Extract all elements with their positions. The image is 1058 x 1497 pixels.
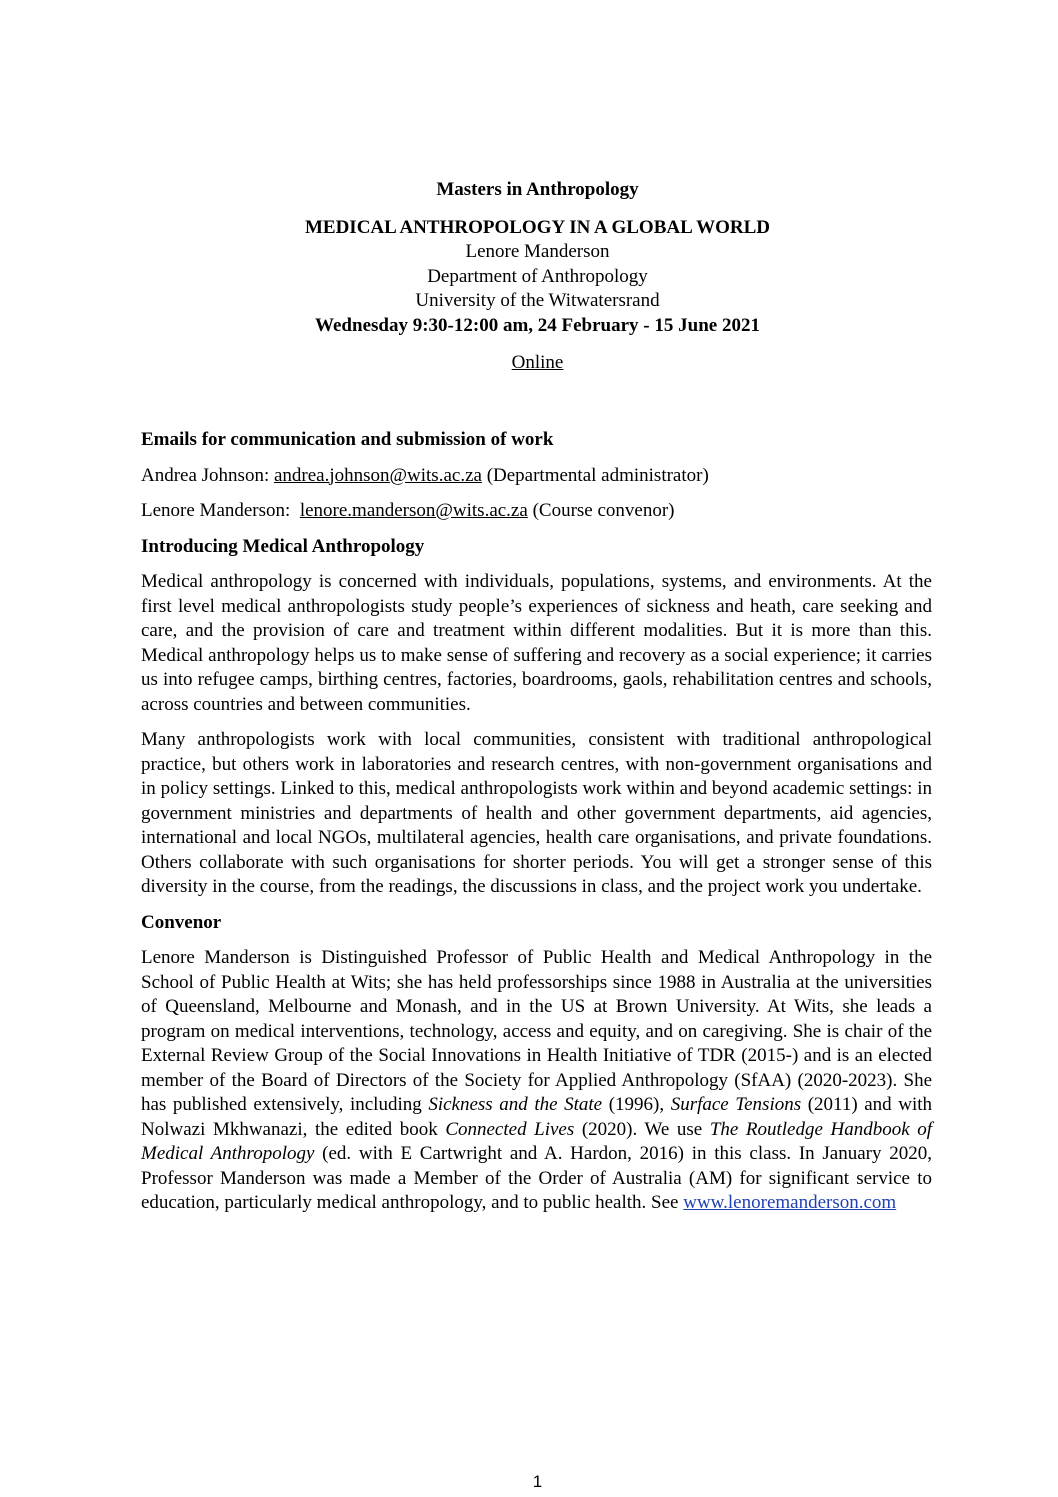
emails-heading: Emails for communication and submission of work (141, 429, 554, 450)
website-link[interactable]: www.lenoremanderson.com (683, 1192, 897, 1213)
course-mode: Online (511, 352, 564, 373)
university-name: University of the Witwatersrand (415, 290, 660, 311)
book-title: Surface Tensions (670, 1094, 802, 1115)
convenor-name: Lenore Manderson (465, 241, 610, 262)
convenor-heading: Convenor (141, 911, 222, 933)
contact-name: Andrea Johnson: (141, 464, 270, 486)
page-number: 1 (532, 1472, 543, 1491)
book-title: Sickness and the State (428, 1094, 603, 1115)
contact-name: Lenore Manderson: (141, 500, 291, 521)
bio-text: (2011) and with Nolwazi Mkhwanazi, the edited book (141, 1094, 933, 1140)
contact-role: (Departmental administrator) (486, 464, 709, 486)
contact-role: (Course convenor) (532, 500, 675, 521)
document-body (141, 428, 932, 1227)
convenor-email-link[interactable]: lenore.manderson@wits.ac.za (299, 500, 528, 521)
course-title: MEDICAL ANTHROPOLOGY IN A GLOBAL WORLD (304, 216, 771, 238)
bio-text: (1996), (602, 1094, 671, 1115)
intro-paragraph-2: Many anthropologists work with local communities, consistent with traditional anthropological practice, but others work in laboratories and research centres, with non-government organisations and in policy settings. Linked to this, medical anthropologists work within and beyond academic settings: in government ministries and departments of health and other government departments, aid agencies, international and local NGOs, multilateral agencies, health care organisations, and private foundations. Others collaborate with such organisations for shorter periods. You will get a stronger sense of this diversity in the course, from the readings, the discussions in class, and the project work you undertake. (141, 729, 932, 897)
intro-heading: Introducing Medical Anthropology (141, 535, 425, 557)
book-title: The Routledge Handbook of Medical Anthropology (141, 1118, 933, 1164)
administrator-email-link[interactable]: andrea.johnson@wits.ac.za (273, 464, 482, 486)
bio-text: (ed. with E Cartwright and A. Hardon, 2016) in this class. In January 2020, Professor Manderson was made a Member of the Order of Australia (AM) for significant service to education, particularly medical anthropology, and to public health. See (141, 1143, 932, 1213)
intro-paragraph-1: Medical anthropology is concerned with individuals, populations, systems, and environments. At the first level medical anthropologists study people’s experiences of sickness and heath, care seeking and care, and the provision of care and treatment within different modalities. But it is more than this. Medical anthropology helps us to make sense of suffering and recovery as a social experience; it carries us into refugee camps, birthing centres, factories, boardrooms, gaols, rehabilitation centres and schools, across countries and between communities. (141, 571, 932, 715)
course-header (0, 178, 1058, 376)
contact-line-administrator (141, 464, 932, 489)
program-title: Masters in Anthropology (436, 179, 639, 200)
department-name: Department of Anthropology (427, 265, 648, 287)
bio-text: Lenore Manderson is Distinguished Professor of Public Health and Medical Anthropology in the School of Public Health at Wits; she has held professorships since 1988 in Australia at the universities of Queensland, Melbourne and Monash, and in the US at Brown University. At Wits, she leads a program on medical interventions, technology, access and equity, and on caregiving. She is chair of the External Review Group of the Social Innovations in Health Initiative of TDR (2015-) and is an elected member of the Board of Directors of the Society for Applied Anthropology (SfAA) (2020-2023). She has published extensively, including (141, 947, 932, 1115)
contact-line-convenor (141, 499, 932, 524)
book-title: Connected Lives (445, 1118, 575, 1140)
bio-text: (2020). We use (574, 1118, 710, 1140)
course-schedule: Wednesday 9:30-12:00 am, 24 February - 15 June 2021 (315, 314, 760, 336)
convenor-bio-paragraph (141, 946, 932, 1216)
